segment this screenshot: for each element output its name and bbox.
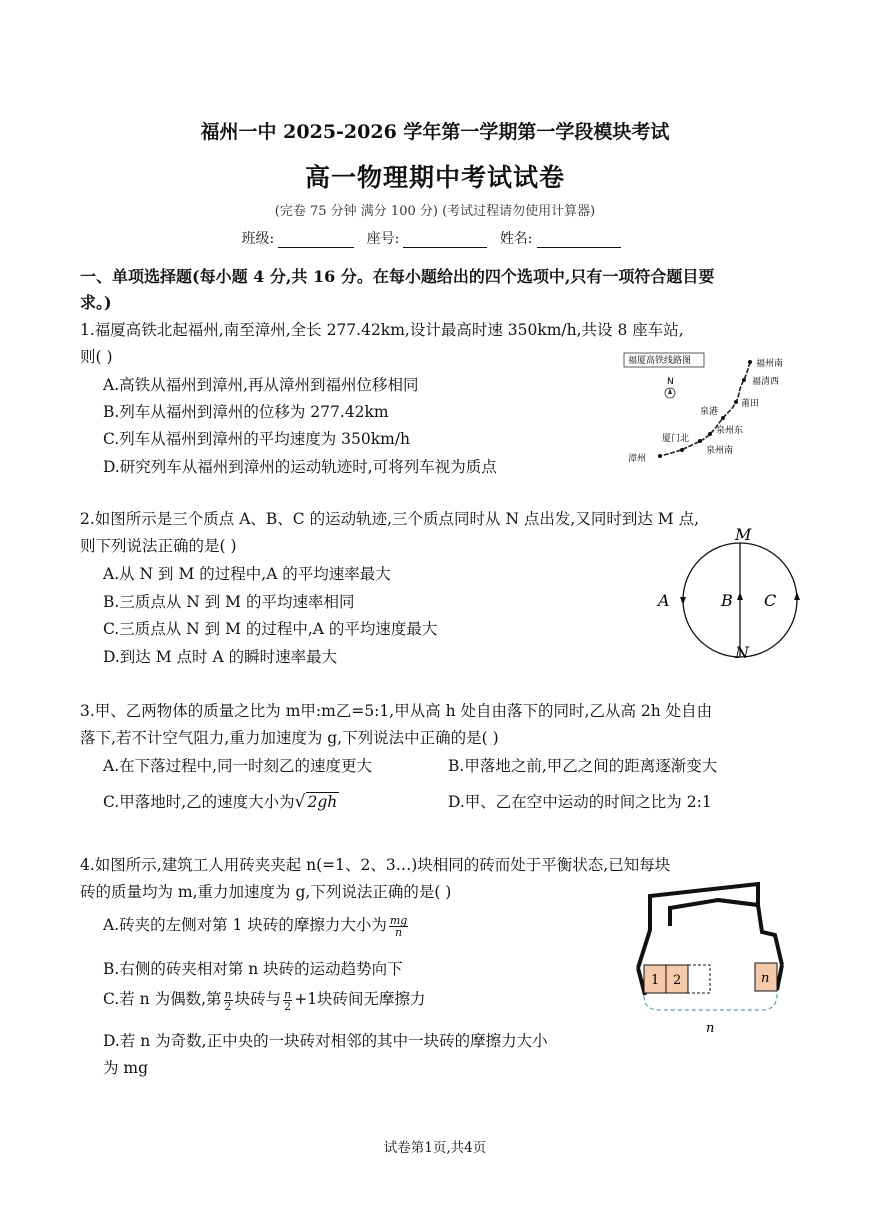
- north-label: N: [667, 377, 674, 387]
- point-n-label: N: [735, 643, 749, 662]
- station-dot: [748, 360, 752, 364]
- station-label: 福州南: [756, 359, 784, 369]
- question-stem: 4.如图所示,建筑工人用砖夹夹起 n(=1、2、3…)块相同的砖而处于平衡状态,已知每块: [80, 856, 671, 874]
- option-a: A.在下落过程中,同一时刻乙的速度更大: [103, 757, 373, 775]
- question-stem-cont: 砖的质量均为 m,重力加速度为 g,下列说法正确的是( ): [80, 883, 452, 901]
- option-c: [103, 790, 339, 812]
- option-c-text: C.若 n 为偶数,第: [103, 990, 222, 1008]
- brick-placeholder: [688, 965, 710, 993]
- brick-n-label: n: [761, 971, 770, 986]
- brick-count-brace: [644, 994, 777, 1010]
- fraction-n-over-2: $\frac{n}{2}$: [224, 987, 232, 1013]
- seat-blank: [403, 233, 487, 248]
- station-dot: [734, 400, 738, 404]
- station-dot: [680, 448, 684, 452]
- option-c: C.列车从福州到漳州的平均速度为 350km/h: [103, 430, 411, 448]
- point-m-label: M: [735, 525, 752, 544]
- option-a: A.高铁从福州到漳州,再从漳州到福州位移相同: [103, 376, 419, 394]
- clamp-left-arm: [638, 884, 758, 968]
- exam-subtitle: (完卷 75 分钟 满分 100 分) (考试过程请勿使用计算器): [274, 204, 596, 219]
- question-stem: 2.如图所示是三个质点 A、B、C 的运动轨迹,三个质点同时从 N 点出发,又同时到达 M 点,: [80, 510, 700, 528]
- sqrt-symbol: √: [294, 792, 306, 812]
- clamp-right-jaw: [777, 965, 782, 990]
- brick-2-label: 2: [673, 973, 682, 988]
- arrow-b-icon: [737, 592, 743, 600]
- station-dot: [698, 439, 702, 443]
- option-d: D.到达 M 点时 A 的瞬时速率最大: [103, 648, 338, 666]
- path-b-label: B: [721, 591, 733, 610]
- fraction-n-over-2: $\frac{n}{2}$: [284, 987, 292, 1013]
- station-label: 漳州: [628, 454, 647, 464]
- compass-needle-icon: [668, 388, 672, 394]
- question-stem: 1.福厦高铁北起福州,南至漳州,全长 277.42km,设计最高时速 350km/h,共设 8 座车站,: [80, 321, 684, 339]
- question-stem: 3.甲、乙两物体的质量之比为 m甲:m乙=5:1,甲从高 h 处自由落下的同时,乙从高 2h 处自由: [80, 702, 713, 720]
- map-title: 福厦高铁线路图: [628, 356, 692, 366]
- clamp-right-arm: [718, 900, 782, 965]
- station-label: 福清西: [752, 377, 780, 387]
- station-label: 泉州东: [716, 426, 744, 436]
- student-info-row: [0, 228, 870, 248]
- station-dot: [658, 454, 662, 458]
- path-a-label: A: [658, 591, 670, 610]
- fraction-mg-over-n: $\frac{mg}{n}$: [389, 913, 408, 939]
- page-footer: 试卷第1页,共4页: [383, 1140, 487, 1156]
- name-label: 姓名:: [499, 231, 533, 247]
- station-label: 泉州南: [706, 446, 734, 456]
- name-blank: [537, 233, 621, 248]
- option-c: C.三质点从 N 到 M 的过程中,A 的平均速度最大: [103, 620, 438, 638]
- option-a-text: A.砖夹的左侧对第 1 块砖的摩擦力大小为: [103, 916, 387, 934]
- question-stem-cont: 则下列说法正确的是( ): [80, 537, 237, 555]
- option-d: D.甲、乙在空中运动的时间之比为 2:1: [448, 793, 712, 811]
- exam-title: 高一物理期中考试试卷: [304, 163, 565, 192]
- option-c: [103, 987, 426, 1012]
- brick-count-label: n: [706, 1021, 715, 1036]
- option-d: D.若 n 为奇数,正中央的一块砖对相邻的其中一块砖的摩擦力大小: [103, 1032, 548, 1050]
- option-b: B.三质点从 N 到 M 的平均速率相同: [103, 593, 355, 611]
- section-heading-cont: 求。): [80, 293, 112, 312]
- option-c-mid: 块砖与: [234, 990, 282, 1008]
- station-dot: [721, 416, 725, 420]
- option-c-end: +1块砖间无摩擦力: [294, 990, 426, 1008]
- station-dot: [708, 432, 712, 436]
- question-stem-cont: 落下,若不计空气阻力,重力加速度为 g,下列说法中正确的是( ): [80, 729, 499, 747]
- station-label: 莆田: [741, 399, 760, 409]
- option-a: [103, 913, 410, 938]
- option-b: B.甲落地之前,甲乙之间的距离逐渐变大: [448, 757, 718, 775]
- arrow-c-icon: [794, 592, 800, 600]
- railway-map-figure: [620, 350, 790, 475]
- seat-label: 座号:: [366, 231, 400, 247]
- trajectory-figure: [645, 525, 795, 665]
- option-a: A.从 N 到 M 的过程中,A 的平均速率最大: [103, 565, 391, 583]
- station-label: 厦门北: [662, 434, 690, 444]
- section-heading: 一、单项选择题(每小题 4 分,共 16 分。在每小题给出的四个选项中,只有一项符合题目要: [80, 267, 715, 286]
- station-label: 泉港: [700, 407, 719, 417]
- school-exam-line: 福州一中 2025-2026 学年第一学期第一学段模块考试: [200, 121, 670, 143]
- arrow-a-icon: [680, 597, 686, 605]
- option-d-cont: 为 mg: [103, 1059, 149, 1077]
- option-b: B.列车从福州到漳州的位移为 277.42km: [103, 403, 389, 421]
- option-d: D.研究列车从福州到漳州的运动轨迹时,可将列车视为质点: [103, 458, 497, 476]
- class-blank: [278, 233, 354, 248]
- path-c-label: C: [764, 591, 777, 610]
- station-dot: [742, 378, 746, 382]
- option-b: B.右侧的砖夹相对第 n 块砖的运动趋势向下: [103, 960, 403, 978]
- class-label: 班级:: [241, 231, 275, 247]
- sqrt-expression: 2gh: [307, 793, 338, 811]
- option-c-text: C.甲落地时,乙的速度大小为: [103, 793, 295, 811]
- brick-1-label: 1: [651, 973, 660, 988]
- question-stem-cont: 则( ): [80, 348, 113, 366]
- brick-clamp-figure: [630, 870, 800, 1040]
